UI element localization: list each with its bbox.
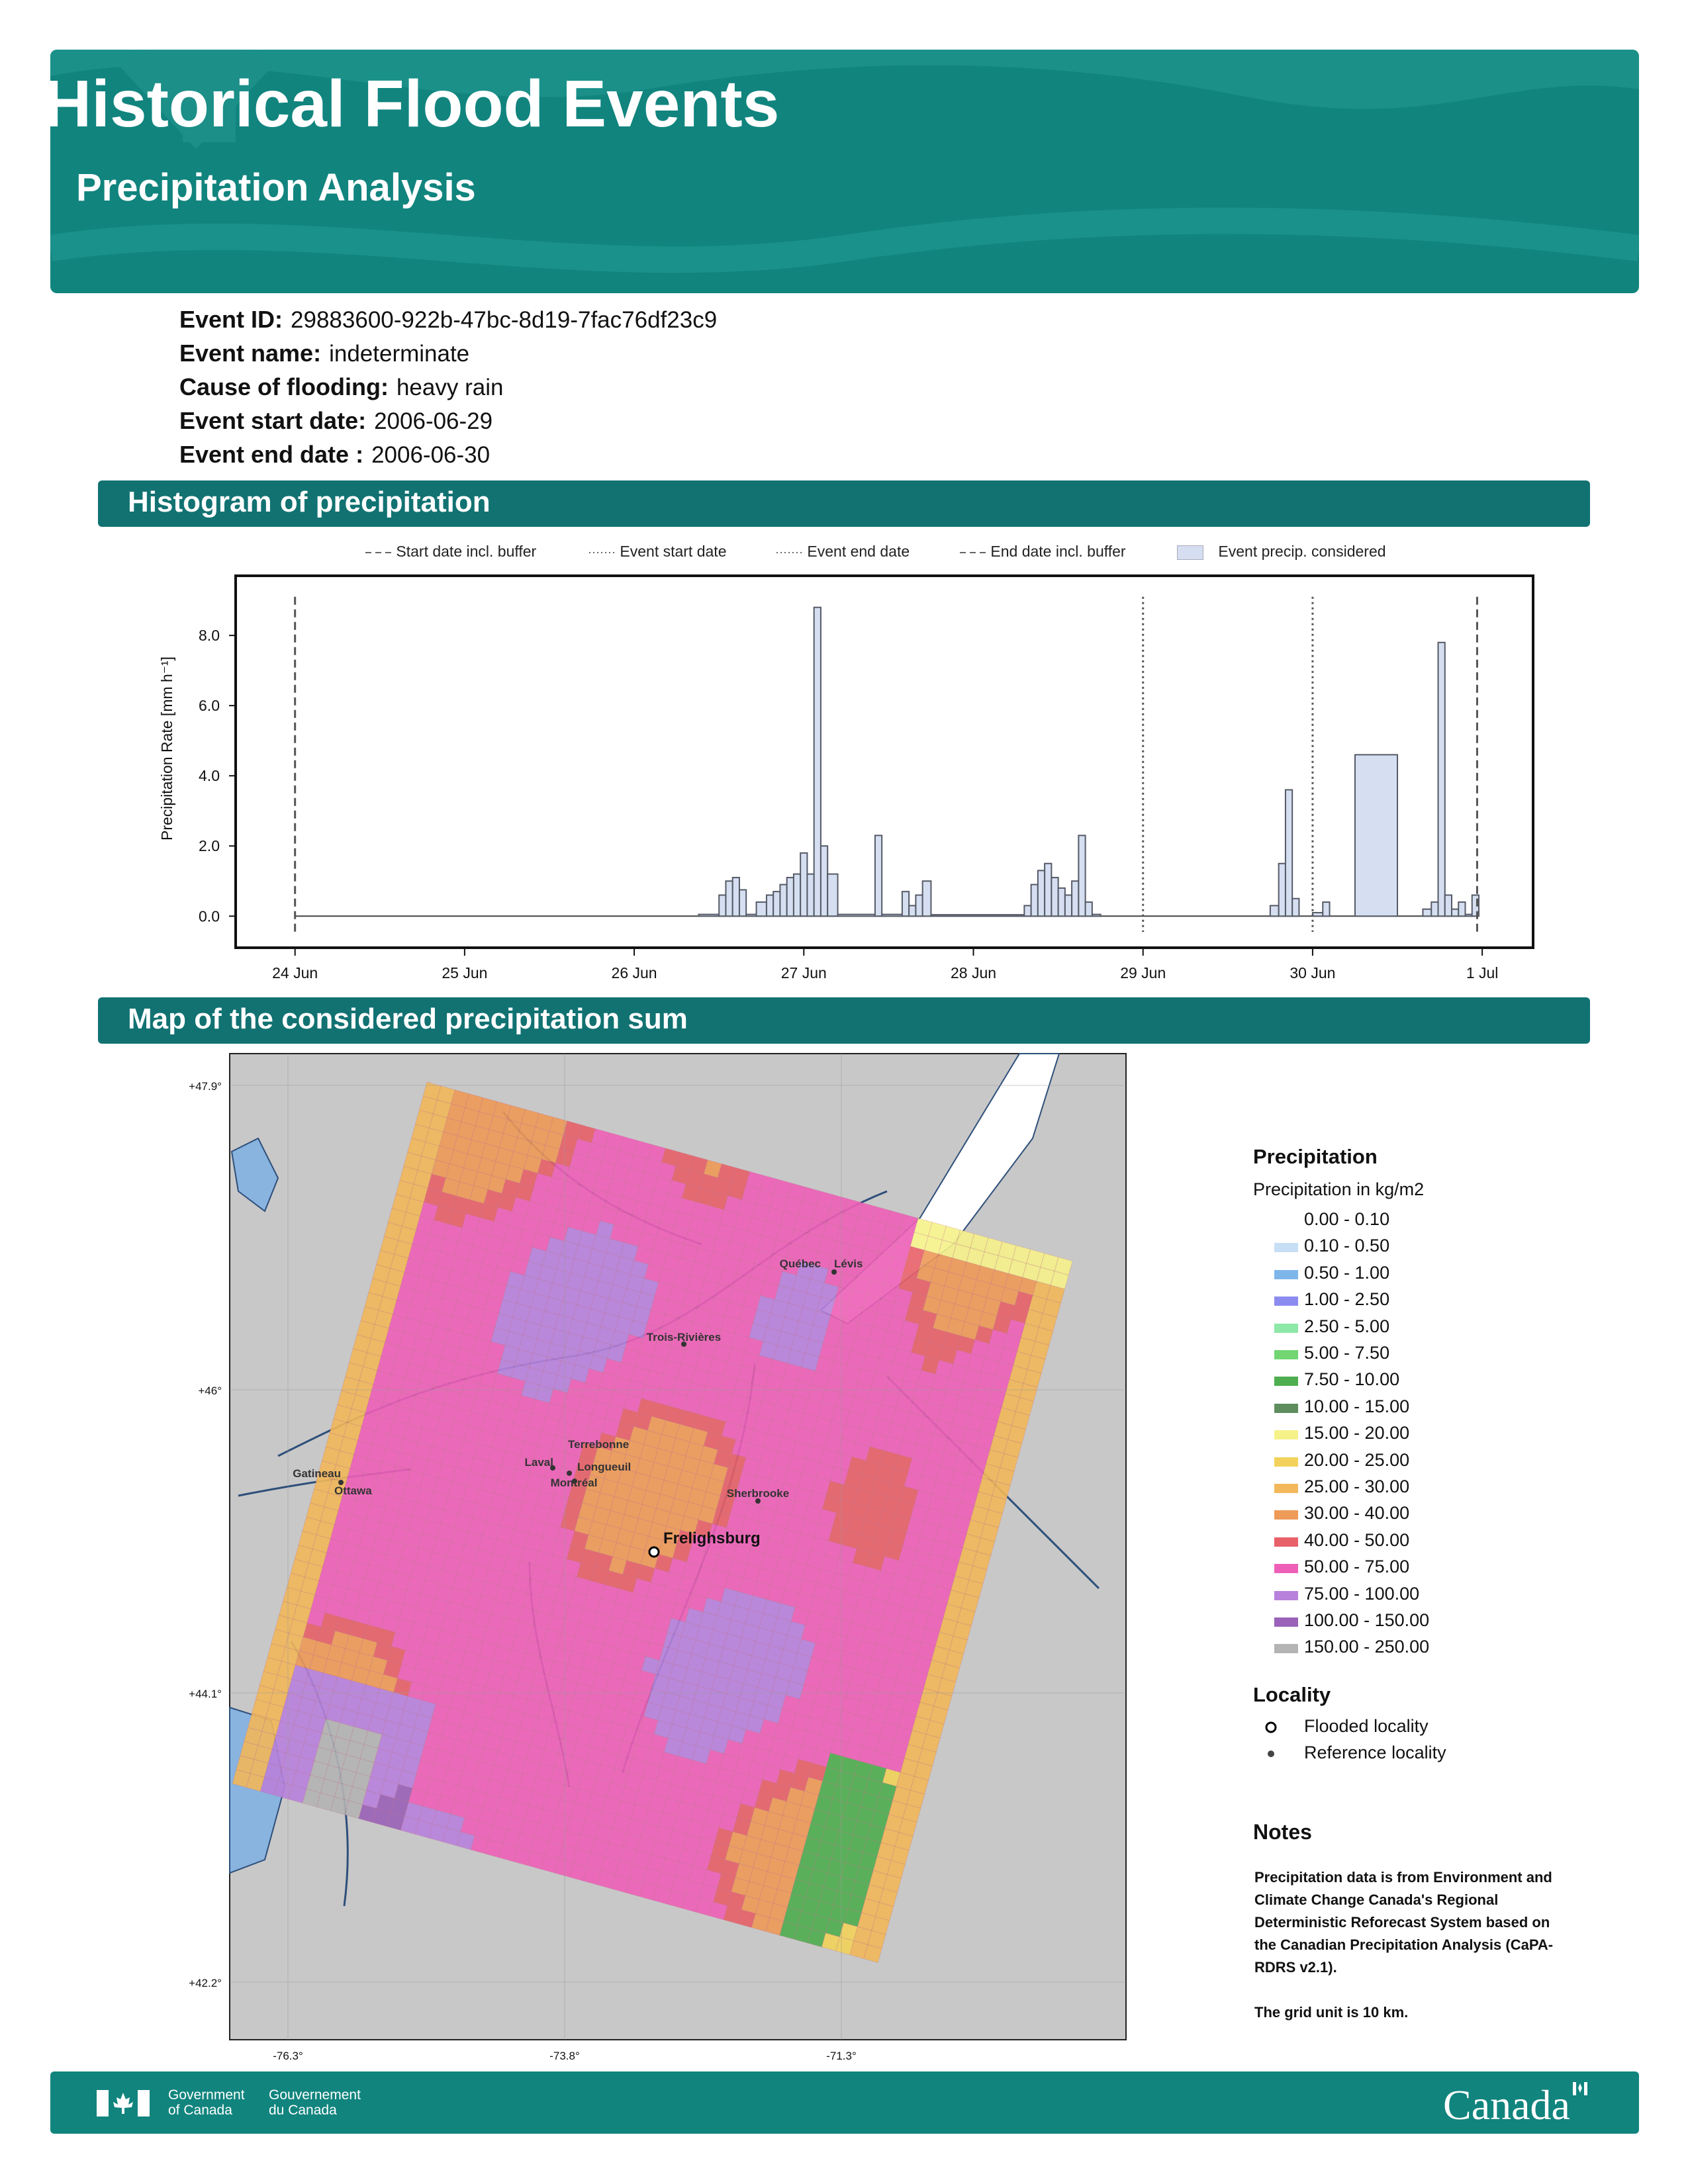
map-legend-classes [1251,1208,1582,1664]
y-axis-label: Precipitation Rate [mm h⁻¹] [158,656,175,841]
histogram-section-title: Histogram of precipitation [128,486,491,518]
page-title: Historical Flood Events [44,67,780,141]
note-line: Deterministic Reforecast System based on [1254,1914,1550,1931]
histogram-bar [1086,902,1092,916]
event-id-value: 29883600-922b-47bc-8d19-7fac76df23c9 [291,307,718,333]
histogram-bar [719,895,726,916]
histogram-bar [1452,909,1458,917]
lat-label: +46° [198,1385,222,1397]
histogram-bar [1286,790,1292,916]
legend-class-swatch [1274,1644,1298,1653]
event-name-label: Event name: [179,340,322,367]
canada-flag-icon [97,2090,150,2116]
x-tick-label: 27 Jun [780,964,827,981]
legend-class-label: 2.50 - 5.00 [1304,1316,1390,1336]
histogram-bar [767,895,773,916]
legend-class-label: 0.00 - 0.10 [1304,1209,1390,1229]
legend-class-swatch [1274,1324,1298,1333]
x-tick-label: 1 Jul [1466,964,1499,981]
x-tick-label: 25 Jun [442,964,488,981]
y-tick-label: 6.0 [199,697,220,715]
legend-class-row [1251,1315,1582,1342]
histogram-bar [1058,888,1065,916]
legend-class-row [1251,1582,1582,1609]
legend-class-row [1251,1635,1582,1662]
note-line [1254,1979,1625,2001]
event-end-row [179,441,490,469]
legend-class-row [1251,1342,1582,1368]
event-id-label: Event ID: [179,306,283,333]
x-tick-label: 29 Jun [1120,964,1166,981]
precipitation-histogram [152,569,1549,999]
event-start-value: 2006-06-29 [374,408,493,434]
legend-class-row [1251,1288,1582,1314]
page-subtitle: Precipitation Analysis [76,166,476,209]
histogram-bar [827,874,837,917]
histogram-bar [746,915,756,917]
legend-class-row [1251,1395,1582,1422]
event-cause-value: heavy rain [396,375,504,400]
histogram-bar [739,890,746,917]
note-line: The grid unit is 10 km. [1254,2004,1409,2021]
histogram-bar [787,878,794,916]
histogram-bar [1438,643,1445,917]
x-tick-label: 26 Jun [611,964,657,981]
legend-class-row [1251,1208,1582,1234]
legend-class-swatch [1274,1617,1298,1627]
gov-en-line1: Government [168,2087,245,2103]
legend-class-swatch [1274,1216,1298,1226]
legend-class-row [1251,1449,1582,1475]
histogram-bar [807,874,814,917]
reference-locality-dot [831,1269,837,1275]
x-tick-label: 24 Jun [272,964,318,981]
note-line: Climate Change Canada's Regional [1254,1891,1499,1908]
city-label: Longueuil [577,1461,632,1473]
gov-en [168,2087,245,2118]
lat-label: +42.2° [189,1977,222,1989]
map-legend-title: Precipitation [1253,1145,1378,1168]
histogram-bar [1270,905,1279,916]
legend-event-start [589,543,726,561]
histogram-bar [931,915,1024,916]
event-end-value: 2006-06-30 [371,442,491,468]
histogram-bar [1078,835,1085,916]
histogram-bar [733,878,739,916]
histogram-bar [698,915,719,917]
legend-class-row [1251,1368,1582,1394]
reference-locality-dot [567,1471,572,1476]
plot-frame [236,576,1533,948]
legend-class-label: 25.00 - 30.00 [1304,1477,1410,1496]
legend-class-label: 15.00 - 20.00 [1304,1423,1410,1443]
x-tick-label: 30 Jun [1289,964,1336,981]
histogram-bar [1051,878,1058,916]
y-tick-label: 0.0 [199,907,220,925]
legend-class-label: 100.00 - 150.00 [1304,1610,1430,1630]
legend-considered [1177,543,1386,561]
note-line: the Canadian Precipitation Analysis (CaPA- [1254,1936,1554,1953]
histogram-section-bar [98,480,1590,527]
legend-class-label: 1.00 - 2.50 [1304,1289,1390,1310]
lat-label: +47.9° [189,1080,222,1093]
histogram-bar [1323,902,1329,916]
histogram-bar [726,881,732,916]
histogram-bar [1045,864,1051,917]
legend-class-label: 30.00 - 40.00 [1304,1503,1410,1524]
city-label: Ottawa [334,1484,372,1497]
histogram-bar [1313,913,1323,916]
city-label: Gatineau [293,1467,341,1480]
note-line: RDRS v2.1). [1254,1959,1337,1976]
event-name-row [179,340,469,367]
histogram-bar [1355,754,1397,916]
map-legend-subtitle: Precipitation in kg/m2 [1253,1179,1425,1199]
histogram-bar [780,885,786,917]
histogram-bar [1072,881,1078,916]
legend-class-label: 20.00 - 25.00 [1304,1449,1410,1470]
event-id-row [179,306,717,334]
histogram-bar [1445,895,1452,916]
city-label: Laval [524,1456,553,1469]
city-label: Trois-Rivières [646,1331,722,1343]
histogram-bar [821,846,827,916]
map-section-title: Map of the considered precipitation sum [128,1003,688,1035]
histogram-bar [1279,864,1286,917]
histogram-bar [794,874,800,917]
histogram-bar [923,881,931,916]
histogram-bar [757,902,767,916]
histogram-bar [1038,870,1045,916]
legend-class-row [1251,1502,1582,1528]
legend-event-start-label: Event start date [620,543,727,560]
legend-class-row [1251,1234,1582,1261]
legend-event-end [776,543,910,561]
legend-class-label: 150.00 - 250.00 [1304,1637,1430,1657]
histogram-bar [800,853,807,916]
event-start-row [179,407,492,435]
y-tick-label: 4.0 [199,767,220,785]
legend-class-swatch [1274,1430,1298,1439]
legend-class-swatch [1274,1510,1298,1520]
flooded-locality-label: Flooded locality [1304,1716,1429,1736]
legend-class-row [1251,1609,1582,1635]
legend-class-row [1251,1422,1582,1448]
reference-locality-label: Reference locality [1304,1743,1446,1762]
lat-label: +44.1° [189,1688,222,1700]
legend-class-swatch [1274,1243,1298,1252]
histogram-bar [1031,885,1038,917]
notes-title: Notes [1253,1820,1312,1844]
histogram-bar [882,915,902,917]
legend-class-label: 0.50 - 1.00 [1304,1262,1390,1283]
y-tick-label: 8.0 [199,627,220,645]
histogram-bar [1431,902,1438,916]
histogram-bar [1092,915,1101,917]
legend-end-buffer [960,543,1126,561]
canada-wordmark: Canada [1443,2081,1570,2128]
city-label: Terrebonne [568,1438,630,1451]
x-tick-label: 28 Jun [950,964,997,981]
legend-class-swatch [1274,1591,1298,1600]
lon-label: -71.3° [826,2050,857,2062]
legend-start-buffer [365,543,536,561]
histogram-bar [773,891,780,916]
histogram-bar [1466,915,1472,917]
histogram-bar [1423,909,1431,917]
histogram-bar [915,895,922,916]
event-cause-label: Cause of flooding: [179,373,389,400]
legend-class-swatch [1274,1297,1298,1306]
legend-class-label: 40.00 - 50.00 [1304,1529,1410,1550]
event-end-label: Event end date : [179,441,364,468]
legend-class-label: 7.50 - 10.00 [1304,1369,1400,1390]
footer-bar [50,2071,1639,2134]
legend-start-buffer-label: Start date incl. buffer [396,543,537,560]
histogram-bar [1292,899,1299,917]
note-line: Precipitation data is from Environment and [1254,1869,1552,1886]
legend-class-swatch [1274,1564,1298,1573]
legend-class-row [1251,1475,1582,1502]
gov-fr-line2: du Canada [269,2103,337,2118]
legend-event-end-label: Event end date [807,543,910,560]
legend-class-label: 50.00 - 75.00 [1304,1557,1410,1577]
histogram-bar [1024,905,1031,916]
histogram-bar [1458,902,1465,916]
locality-legend-title: Locality [1253,1683,1331,1706]
histogram-bar [814,608,821,917]
legend-end-buffer-label: End date incl. buffer [990,543,1126,560]
notes-text [1254,1866,1625,2038]
flooded-locality-symbol [1264,1721,1278,1734]
gov-en-line2: of Canada [168,2103,232,2118]
legend-class-label: 10.00 - 15.00 [1304,1396,1410,1416]
flooded-locality-marker [649,1547,659,1557]
histogram-bar [875,835,882,916]
legend-class-label: 75.00 - 100.00 [1304,1583,1420,1604]
legend-class-label: 0.10 - 0.50 [1304,1236,1390,1256]
legend-class-swatch [1274,1350,1298,1359]
y-tick-label: 2.0 [199,837,220,855]
histogram-bar [838,915,875,917]
city-label: Sherbrooke [726,1487,790,1500]
flooded-locality-label: Frelighsburg [663,1529,761,1547]
legend-class-swatch [1274,1377,1298,1386]
histogram-bar [1065,895,1072,916]
city-label: Montréal [550,1477,598,1489]
city-label: Lévis [834,1257,863,1270]
event-name-value: indeterminate [329,341,470,367]
legend-class-swatch [1274,1457,1298,1467]
legend-class-row [1251,1555,1582,1582]
event-start-label: Event start date: [179,407,367,434]
legend-class-label: 5.00 - 7.50 [1304,1343,1390,1363]
legend-class-swatch [1274,1404,1298,1413]
legend-class-row [1251,1529,1582,1555]
gov-fr-line1: Gouvernement [269,2087,361,2103]
wordmark-flag-icon [1573,2082,1587,2095]
lon-label: -76.3° [273,2050,303,2062]
map-section-bar [98,997,1590,1044]
histogram-bar [909,905,915,916]
legend-class-swatch [1274,1484,1298,1493]
histogram-bar [902,891,909,916]
legend-considered-label: Event precip. considered [1218,543,1386,560]
precipitation-map [159,1046,1139,2065]
gov-fr [269,2087,361,2118]
city-label: Québec [779,1257,821,1270]
legend-class-swatch [1274,1537,1298,1547]
lon-label: -73.8° [549,2050,580,2062]
reference-locality-symbol [1264,1747,1278,1760]
event-cause-row [179,373,503,401]
legend-class-swatch [1274,1270,1298,1279]
legend-class-row [1251,1261,1582,1288]
